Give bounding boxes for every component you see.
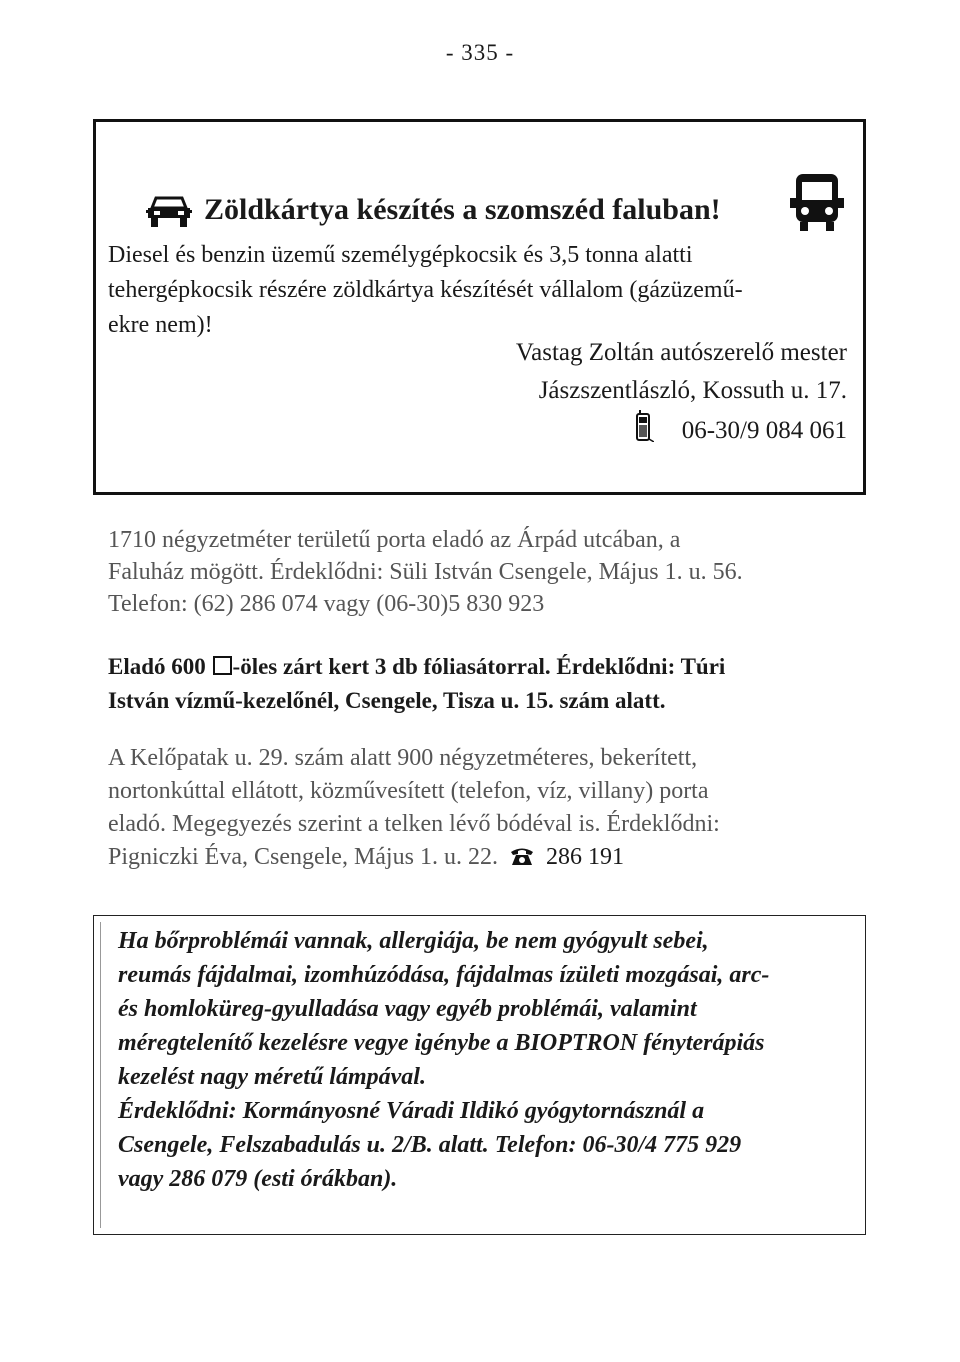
bioptron-line: kezelést nagy méretű lámpával.: [118, 1064, 426, 1090]
plot-ad-line: 1710 négyzetméter területű porta eladó az Árpád utcában, a: [108, 527, 681, 553]
bioptron-ad-paragraph: [118, 924, 854, 1094]
bioptron-contact-line: Érdeklődni: Kormányosné Váradi Ildikó gyógytornásznál a: [118, 1098, 705, 1124]
greencard-ad-box: [93, 119, 866, 495]
garden-ad: [108, 650, 854, 718]
greencard-ad-body: [108, 238, 852, 343]
contact-name: Vastag Zoltán autószerelő mester: [515, 339, 847, 366]
porta-ad: [108, 742, 854, 874]
porta-ad-line: nortonkúttal ellátott, közművesített (telefon, víz, villany) porta: [108, 778, 709, 804]
porta-contact: Pigniczki Éva, Csengele, Május 1. u. 22.: [108, 844, 498, 870]
bioptron-line: és homloküreg-gyulladása vagy egyéb problémái, valamint: [118, 996, 697, 1022]
bioptron-ad-box: [93, 915, 866, 1235]
plot-ad: [108, 524, 854, 620]
bioptron-contact-paragraph: [118, 1094, 854, 1196]
square-symbol-icon: [213, 656, 232, 675]
plot-ad-line: Faluház mögött. Érdeklődni: Süli István Csengele, Május 1. u. 56.: [108, 559, 743, 585]
greencard-ad-title: Zöldkártya készítés a szomszéd faluban!: [204, 193, 721, 226]
garden-ad-text: Eladó 600: [108, 654, 206, 679]
bus-icon: [790, 172, 844, 232]
porta-ad-line: eladó. Megegyezés szerint a telken lévő bódéval is. Érdeklődni:: [108, 811, 720, 837]
page-number: - 335 -: [445, 40, 515, 65]
mobile-phone-icon: [634, 410, 654, 442]
garden-ad-line: [108, 650, 854, 684]
garden-ad-line: István vízmű-kezelőnél, Csengele, Tisza u. 15. szám alatt.: [108, 688, 666, 713]
bioptron-line: méregtelenítő kezelésre vegye igénybe a BIOPTRON fényterápiás: [118, 1030, 765, 1056]
greencard-contact: [516, 334, 847, 450]
porta-ad-line: [108, 841, 854, 874]
car-icon: [146, 194, 192, 228]
contact-phone-row: [516, 410, 847, 450]
greencard-body-line: Diesel és benzin üzemű személygépkocsik és 3,5 tonna alatti: [108, 242, 693, 268]
contact-address: Jászszentlászló, Kossuth u. 17.: [538, 377, 847, 404]
porta-ad-line: A Kelőpatak u. 29. szám alatt 900 négyzetméteres, bekerített,: [108, 745, 698, 771]
greencard-body-line: ekre nem)!: [108, 312, 213, 338]
telephone-icon: [510, 846, 534, 866]
bioptron-line: Ha bőrproblémái vannak, allergiája, be nem gyógyult sebei,: [118, 928, 709, 954]
bioptron-contact-line: vagy 286 079 (esti órákban).: [118, 1166, 398, 1192]
plot-ad-line: Telefon: (62) 286 074 vagy (06-30)5 830 923: [108, 591, 545, 617]
garden-ad-text: -öles zárt kert 3 db fóliasátorral. Érdeklődni: Túri: [232, 654, 726, 679]
contact-phone: 06-30/9 084 061: [681, 417, 847, 444]
bioptron-contact-line: Csengele, Felszabadulás u. 2/B. alatt. Telefon: 06-30/4 775 929: [118, 1132, 742, 1158]
porta-phone: 286 191: [545, 844, 624, 870]
bioptron-line: reumás fájdalmai, izomhúzódása, fájdalmas ízületi mozgásai, arc-: [118, 962, 770, 988]
greencard-body-line: tehergépkocsik részére zöldkártya készítését vállalom (gázüzemű-: [108, 277, 743, 303]
greencard-ad-header: [126, 172, 846, 236]
